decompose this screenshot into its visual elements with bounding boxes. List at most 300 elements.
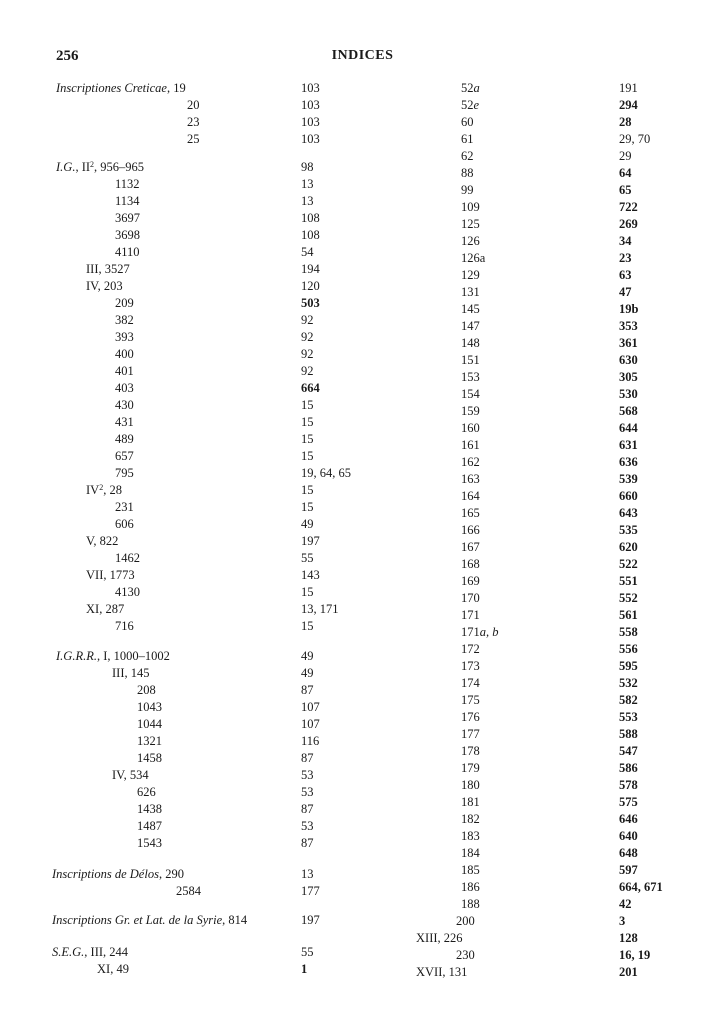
page-reference: 15: [301, 483, 314, 497]
entry-label-part: 230: [456, 948, 475, 962]
index-entry: [456, 913, 475, 929]
index-entry: [137, 733, 162, 749]
page-reference: 15: [301, 432, 314, 446]
page-reference: 116: [301, 734, 320, 748]
entry-label-part: 162: [461, 455, 480, 469]
index-entry: [461, 488, 480, 504]
index-entry: [115, 363, 134, 379]
index-entry: [461, 267, 480, 283]
page-reference: 28: [619, 115, 632, 129]
index-entry: [461, 573, 480, 589]
index-entry: [461, 335, 480, 351]
index-entry: [52, 912, 247, 928]
index-entry: [461, 318, 480, 334]
page-reference: 722: [619, 200, 638, 214]
entry-label-part: , 814: [222, 913, 248, 927]
entry-label-part: 393: [115, 330, 134, 344]
index-entry: [115, 210, 140, 226]
page-reference: 553: [619, 710, 638, 724]
entry-label-part: IV, 203: [86, 279, 123, 293]
index-entry: [461, 862, 480, 878]
entry-label-part: 1134: [115, 194, 140, 208]
entry-label-part: 181: [461, 795, 480, 809]
index-entry: [115, 465, 134, 481]
index-entry: [115, 312, 134, 328]
entry-label-part: 170: [461, 591, 480, 605]
entry-label-part: 168: [461, 557, 480, 571]
page-reference: 15: [301, 500, 314, 514]
entry-label-part: 200: [456, 914, 475, 928]
entry-label-part: 178: [461, 744, 480, 758]
index-entry: [461, 403, 480, 419]
entry-label-part: 430: [115, 398, 134, 412]
page-reference: 539: [619, 472, 638, 486]
index-entry: [137, 750, 162, 766]
page-reference: 630: [619, 353, 638, 367]
page-reference: 13: [301, 194, 314, 208]
entry-label-part: 795: [115, 466, 134, 480]
entry-label-part: 4110: [115, 245, 140, 259]
page-reference: 29: [619, 149, 632, 163]
page-reference: 92: [301, 313, 314, 327]
index-entry: [56, 159, 144, 175]
index-entry: [461, 590, 480, 606]
index-entry: [461, 131, 474, 147]
page-reference: 29, 70: [619, 132, 651, 146]
entry-label-part: 171: [461, 608, 480, 622]
page-reference: 47: [619, 285, 632, 299]
index-entry: [456, 947, 475, 963]
entry-label-part: 126a: [461, 251, 486, 265]
entry-label-part: a: [473, 81, 480, 95]
entry-label-part: , 290: [158, 867, 184, 881]
page-reference: 103: [301, 115, 320, 129]
index-entry: [461, 369, 480, 385]
page-reference: 92: [301, 364, 314, 378]
index-entry: [115, 380, 134, 396]
index-entry: [115, 295, 134, 311]
entry-label-part: 1044: [137, 717, 162, 731]
entry-label-part: 145: [461, 302, 480, 316]
entry-label-part: 184: [461, 846, 480, 860]
page-reference: 64: [619, 166, 632, 180]
page-reference: 19b: [619, 302, 639, 316]
index-entry: [115, 176, 140, 192]
index-entry: [461, 675, 480, 691]
entry-label-part: 400: [115, 347, 134, 361]
entry-label-part: 177: [461, 727, 480, 741]
index-entry: [461, 386, 480, 402]
page-reference: 631: [619, 438, 638, 452]
entry-label-part: 129: [461, 268, 480, 282]
page-reference: 664: [301, 381, 320, 395]
entry-label-part: , 956–965: [94, 160, 145, 174]
page-reference: 107: [301, 700, 320, 714]
index-entry: [86, 533, 118, 549]
entry-label-part: XVII, 131: [416, 965, 468, 979]
page-reference: 197: [301, 534, 320, 548]
entry-label-part: 182: [461, 812, 480, 826]
page-reference: 361: [619, 336, 638, 350]
page-reference: 294: [619, 98, 638, 112]
entry-label-part: 151: [461, 353, 480, 367]
index-entry: [115, 431, 134, 447]
page-reference: 648: [619, 846, 638, 860]
page-reference: 575: [619, 795, 638, 809]
index-entry: [115, 227, 140, 243]
page-reference: 620: [619, 540, 638, 554]
page-reference: 53: [301, 785, 314, 799]
index-entry: [56, 80, 186, 96]
page-reference: 49: [301, 666, 314, 680]
index-entry: [461, 743, 480, 759]
index-entry: [416, 930, 463, 946]
entry-label-part: 148: [461, 336, 480, 350]
page-reference: 522: [619, 557, 638, 571]
entry-label-part: 2: [99, 483, 104, 492]
entry-label-part: VII, 1773: [86, 568, 135, 582]
index-entry: [461, 199, 480, 215]
index-entry: [461, 641, 480, 657]
entry-label-part: 180: [461, 778, 480, 792]
index-entry: [187, 97, 200, 113]
page-reference: 582: [619, 693, 638, 707]
page-reference: 92: [301, 330, 314, 344]
entry-label-part: Inscriptiones Creticae: [56, 81, 167, 95]
page-reference: 87: [301, 751, 314, 765]
entry-label-part: , II: [75, 160, 91, 174]
entry-label-part: 4130: [115, 585, 140, 599]
entry-label-part: 147: [461, 319, 480, 333]
index-entry: [115, 584, 140, 600]
index-entry: [461, 828, 480, 844]
page-reference: 55: [301, 945, 314, 959]
entry-label-part: 716: [115, 619, 134, 633]
index-entry: [137, 818, 162, 834]
entry-label-part: 626: [137, 785, 156, 799]
entry-label-part: 431: [115, 415, 134, 429]
entry-label-part: 1543: [137, 836, 162, 850]
page-reference: 55: [301, 551, 314, 565]
index-entry: [115, 414, 134, 430]
index-entry: [461, 114, 474, 130]
index-entry: [461, 182, 474, 198]
entry-label-part: 209: [115, 296, 134, 310]
page-reference: 103: [301, 98, 320, 112]
entry-label-part: XI, 49: [97, 962, 129, 976]
entry-label-part: 52: [461, 98, 474, 112]
entry-label-part: 188: [461, 897, 480, 911]
entry-label-part: 161: [461, 438, 480, 452]
index-entry: [461, 539, 480, 555]
entry-label-part: 25: [187, 132, 200, 146]
index-entry: [461, 709, 480, 725]
entry-label-part: , III, 244: [84, 945, 129, 959]
index-entry: [461, 624, 499, 640]
page-reference: 503: [301, 296, 320, 310]
index-entry: [115, 618, 134, 634]
index-entry: [86, 278, 123, 294]
page-reference: 644: [619, 421, 638, 435]
page-reference: 87: [301, 802, 314, 816]
entry-label-part: Inscriptions de Délos: [52, 867, 159, 881]
page-reference: 636: [619, 455, 638, 469]
entry-label-part: 489: [115, 432, 134, 446]
index-entry: [461, 505, 480, 521]
page-reference: 53: [301, 819, 314, 833]
entry-label-part: 131: [461, 285, 480, 299]
entry-label-part: 125: [461, 217, 480, 231]
entry-label-part: 183: [461, 829, 480, 843]
index-entry: [115, 329, 134, 345]
page-reference: 568: [619, 404, 638, 418]
entry-label-part: 109: [461, 200, 480, 214]
entry-label-part: 159: [461, 404, 480, 418]
page-reference: 54: [301, 245, 314, 259]
index-entry: [461, 845, 480, 861]
page-reference: 49: [301, 517, 314, 531]
page-reference: 1: [301, 962, 308, 976]
entry-label-part: 1043: [137, 700, 162, 714]
entry-label-part: 172: [461, 642, 480, 656]
page-reference: 13: [301, 177, 314, 191]
index-entry: [115, 193, 140, 209]
index-entry: [461, 658, 480, 674]
entry-label-part: 52: [461, 81, 474, 95]
entry-label-part: Inscriptions Gr. et Lat. de la Syrie: [52, 913, 223, 927]
index-entry: [461, 165, 474, 181]
index-entry: [112, 767, 149, 783]
page-reference: 108: [301, 211, 320, 225]
entry-label-part: I.G.R.R.: [56, 649, 97, 663]
index-entry: [115, 448, 134, 464]
index-entry: [56, 648, 170, 664]
index-entry: [187, 131, 200, 147]
index-entry: [112, 665, 150, 681]
page-reference: 42: [619, 897, 632, 911]
index-entry: [137, 716, 162, 732]
index-entry: [115, 244, 140, 260]
page-number: 256: [56, 48, 79, 64]
entry-label-part: 1487: [137, 819, 162, 833]
index-entry: [461, 471, 480, 487]
entry-label-part: 3698: [115, 228, 140, 242]
entry-label-part: I.G.: [56, 160, 76, 174]
page-reference: 551: [619, 574, 638, 588]
entry-label-part: 61: [461, 132, 474, 146]
entry-label-part: S.E.G.: [52, 945, 85, 959]
page-reference: 87: [301, 836, 314, 850]
index-entry: [137, 682, 156, 698]
entry-label-part: 99: [461, 183, 474, 197]
page-reference: 530: [619, 387, 638, 401]
index-entry: [461, 811, 480, 827]
entry-label-part: 3697: [115, 211, 140, 225]
entry-label-part: III, 3527: [86, 262, 130, 276]
entry-label-part: , 19: [166, 81, 186, 95]
entry-label-part: 88: [461, 166, 474, 180]
index-entry: [461, 726, 480, 742]
entry-label-part: 179: [461, 761, 480, 775]
index-entry: [52, 866, 184, 882]
index-entry: [461, 454, 480, 470]
entry-label-part: 185: [461, 863, 480, 877]
page-reference: 15: [301, 619, 314, 633]
page-reference: 49: [301, 649, 314, 663]
entry-label-part: 23: [187, 115, 200, 129]
entry-label-part: , I, 1000–1002: [96, 649, 170, 663]
index-entry: [115, 550, 140, 566]
page-reference: 103: [301, 81, 320, 95]
entry-label-part: 166: [461, 523, 480, 537]
page-reference: 92: [301, 347, 314, 361]
entry-label-part: 186: [461, 880, 480, 894]
page-reference: 15: [301, 585, 314, 599]
index-entry: [461, 522, 480, 538]
page-reference: 34: [619, 234, 632, 248]
index-entry: [86, 567, 135, 583]
page-reference: 87: [301, 683, 314, 697]
page-reference: 98: [301, 160, 314, 174]
index-entry: [115, 499, 134, 515]
index-entry: [115, 397, 134, 413]
page-reference: 552: [619, 591, 638, 605]
entry-label-part: 62: [461, 149, 474, 163]
entry-label-part: 154: [461, 387, 480, 401]
index-entry: [461, 80, 480, 96]
index-entry: [137, 835, 162, 851]
entry-label-part: V, 822: [86, 534, 119, 548]
entry-label-part: 401: [115, 364, 134, 378]
entry-label-part: 167: [461, 540, 480, 554]
index-entry: [461, 794, 480, 810]
entry-label-part: 1132: [115, 177, 140, 191]
entry-label-part: 208: [137, 683, 156, 697]
index-entry: [115, 346, 134, 362]
entry-label-part: 2584: [176, 884, 201, 898]
entry-label-part: 1438: [137, 802, 162, 816]
page-reference: 201: [619, 965, 638, 979]
index-entry: [461, 556, 480, 572]
page-reference: 143: [301, 568, 320, 582]
index-entry: [137, 784, 156, 800]
entry-label-part: 1458: [137, 751, 162, 765]
page-reference: 15: [301, 398, 314, 412]
entry-label-part: a, b: [479, 625, 499, 639]
entry-label-part: 171: [461, 625, 480, 639]
page-reference: 556: [619, 642, 638, 656]
index-entry: [97, 961, 129, 977]
page-reference: 558: [619, 625, 638, 639]
page-title: INDICES: [331, 48, 394, 63]
index-entry: [115, 516, 134, 532]
entry-label-part: IV: [86, 483, 100, 497]
entry-label-part: 169: [461, 574, 480, 588]
page-reference: 586: [619, 761, 638, 775]
index-entry: [86, 601, 124, 617]
page-reference: 107: [301, 717, 320, 731]
index-entry: [461, 284, 480, 300]
page-reference: 53: [301, 768, 314, 782]
index-entry: [461, 607, 480, 623]
index-entry: [461, 437, 480, 453]
index-entry: [461, 148, 474, 164]
entry-label-part: 1321: [137, 734, 162, 748]
index-entry: [461, 692, 480, 708]
page-reference: 595: [619, 659, 638, 673]
index-entry: [461, 352, 480, 368]
page-reference: 103: [301, 132, 320, 146]
entry-label-part: IV, 534: [112, 768, 149, 782]
page-reference: 120: [301, 279, 320, 293]
page-reference: 16, 19: [619, 948, 651, 962]
page-reference: 269: [619, 217, 638, 231]
page-reference: 660: [619, 489, 638, 503]
entry-label-part: XIII, 226: [416, 931, 463, 945]
page-reference: 353: [619, 319, 638, 333]
page-reference: 65: [619, 183, 632, 197]
page-reference: 13: [301, 867, 314, 881]
entry-label-part: 403: [115, 381, 134, 395]
entry-label-part: , 28: [103, 483, 122, 497]
page-reference: 588: [619, 727, 638, 741]
page-reference: 578: [619, 778, 638, 792]
index-entry: [86, 261, 130, 277]
index-entry: [461, 97, 479, 113]
page-reference: 108: [301, 228, 320, 242]
entry-label-part: e: [473, 98, 480, 112]
page-reference: 63: [619, 268, 632, 282]
entry-label-part: 382: [115, 313, 134, 327]
page-reference: 128: [619, 931, 638, 945]
index-entry: [461, 879, 480, 895]
index-entry: [137, 801, 162, 817]
entry-label-part: 174: [461, 676, 480, 690]
entry-label-part: 163: [461, 472, 480, 486]
page-reference: 15: [301, 449, 314, 463]
entry-label-part: 164: [461, 489, 480, 503]
entry-label-part: 231: [115, 500, 134, 514]
page-reference: 194: [301, 262, 320, 276]
index-entry: [416, 964, 467, 980]
page-reference: 197: [301, 913, 320, 927]
entry-label-part: 60: [461, 115, 474, 129]
entry-label-part: 165: [461, 506, 480, 520]
index-entry: [176, 883, 201, 899]
entry-label-part: III, 145: [112, 666, 150, 680]
index-entry: [461, 301, 480, 317]
entry-label-part: 606: [115, 517, 134, 531]
page-reference: 19, 64, 65: [301, 466, 351, 480]
page-reference: 547: [619, 744, 638, 758]
entry-label-part: 175: [461, 693, 480, 707]
entry-label-part: 126: [461, 234, 480, 248]
index-entry: [461, 233, 480, 249]
page-reference: 535: [619, 523, 638, 537]
entry-label-part: 1462: [115, 551, 140, 565]
page-reference: 23: [619, 251, 632, 265]
entry-label-part: 2: [90, 160, 95, 169]
index-entry: [461, 777, 480, 793]
page-reference: 305: [619, 370, 638, 384]
page-reference: 3: [619, 914, 626, 928]
entry-label-part: 176: [461, 710, 480, 724]
page-reference: 561: [619, 608, 638, 622]
entry-label-part: XI, 287: [86, 602, 125, 616]
page-reference: 15: [301, 415, 314, 429]
entry-label-part: 20: [187, 98, 200, 112]
page-reference: 597: [619, 863, 638, 877]
